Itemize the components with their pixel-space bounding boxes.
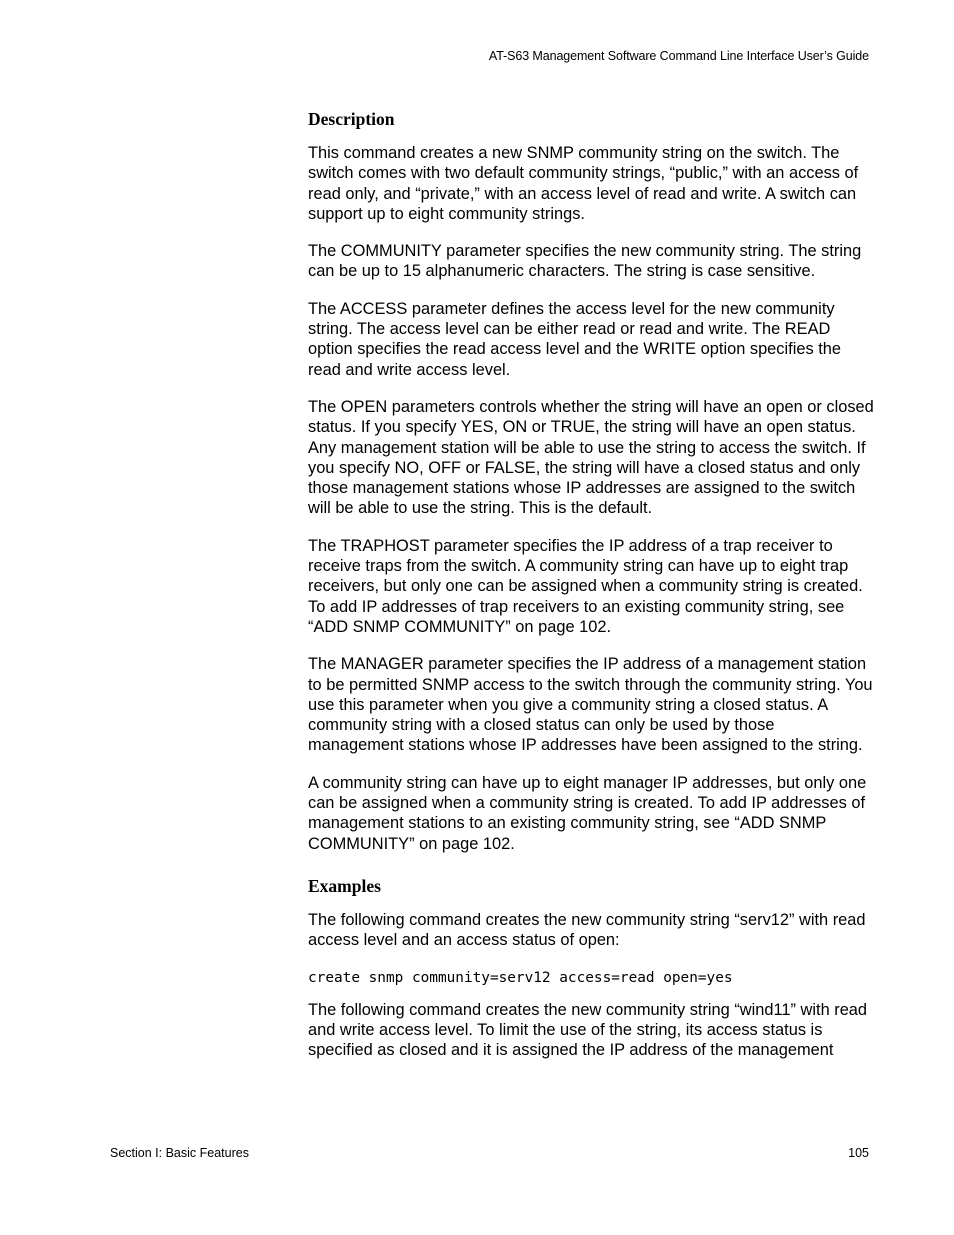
description-paragraph: This command creates a new SNMP community string on the switch. The switch comes with two default community strings, “public,” with an access of read only, and “private,” with an access level of read and write. A switch can support up to eight community strings. — [308, 144, 859, 223]
description-paragraph: The ACCESS parameter defines the access level for the new community string. The access level can be either read or read and write. The READ option specifies the read access level and the WRITE option specifies the read and write access level. — [308, 299, 841, 379]
description-paragraph: The OPEN parameters controls whether the string will have an open or closed status. If you specify YES, ON or TRUE, the string will have an open status. Any management station will be able to use the string to access the switch. If you specify NO, OFF or FALSE, the string will have a closed status and only those management stations whose IP addresses are assigned to the switch will be able to use the string. This is the default. — [308, 397, 874, 518]
page-number: 105 — [848, 1146, 869, 1160]
example-intro: The following command creates the new community string “wind11” with read and write access level. To limit the use of the string, its access status is specified as closed and it is assigned the IP address of the management — [308, 1000, 868, 1060]
description-paragraph: A community string can have up to eight manager IP addresses, but only one can be assigned when a community string is created. To add IP addresses of management stations to an existing community string, see “ADD SNMP COMMUNITY” on page 102. — [308, 773, 867, 853]
description-paragraph: The MANAGER parameter specifies the IP address of a management station to be permitted SNMP access to the switch through the community string. You use this parameter when you give a community string a closed status. A community string with a closed status can only be used by those management stations whose IP addresses have been assigned to the string. — [308, 655, 873, 755]
example-command: create snmp community=serv12 access=read open=yes — [308, 969, 733, 986]
footer-section-label: Section I: Basic Features — [110, 1146, 249, 1160]
description-paragraph: The TRAPHOST parameter specifies the IP address of a trap receiver to receive traps from the switch. A community string can have up to eight trap receivers, but only one can be assigned when a community string is created. To add IP addresses of trap receivers to an existing community string, see “ADD SNMP COMMUNITY” on page 102. — [308, 536, 863, 636]
examples-heading: Examples — [308, 875, 381, 896]
description-paragraph: The COMMUNITY parameter specifies the new community string. The string can be up to 15 alphanumeric characters. The string is case sensitive. — [308, 242, 862, 281]
page-content — [308, 108, 874, 1077]
running-header: AT-S63 Management Software Command Line Interface User’s Guide — [488, 49, 869, 63]
example-intro: The following command creates the new community string “serv12” with read access level and an access status of open: — [308, 910, 866, 950]
description-heading: Description — [308, 109, 395, 129]
